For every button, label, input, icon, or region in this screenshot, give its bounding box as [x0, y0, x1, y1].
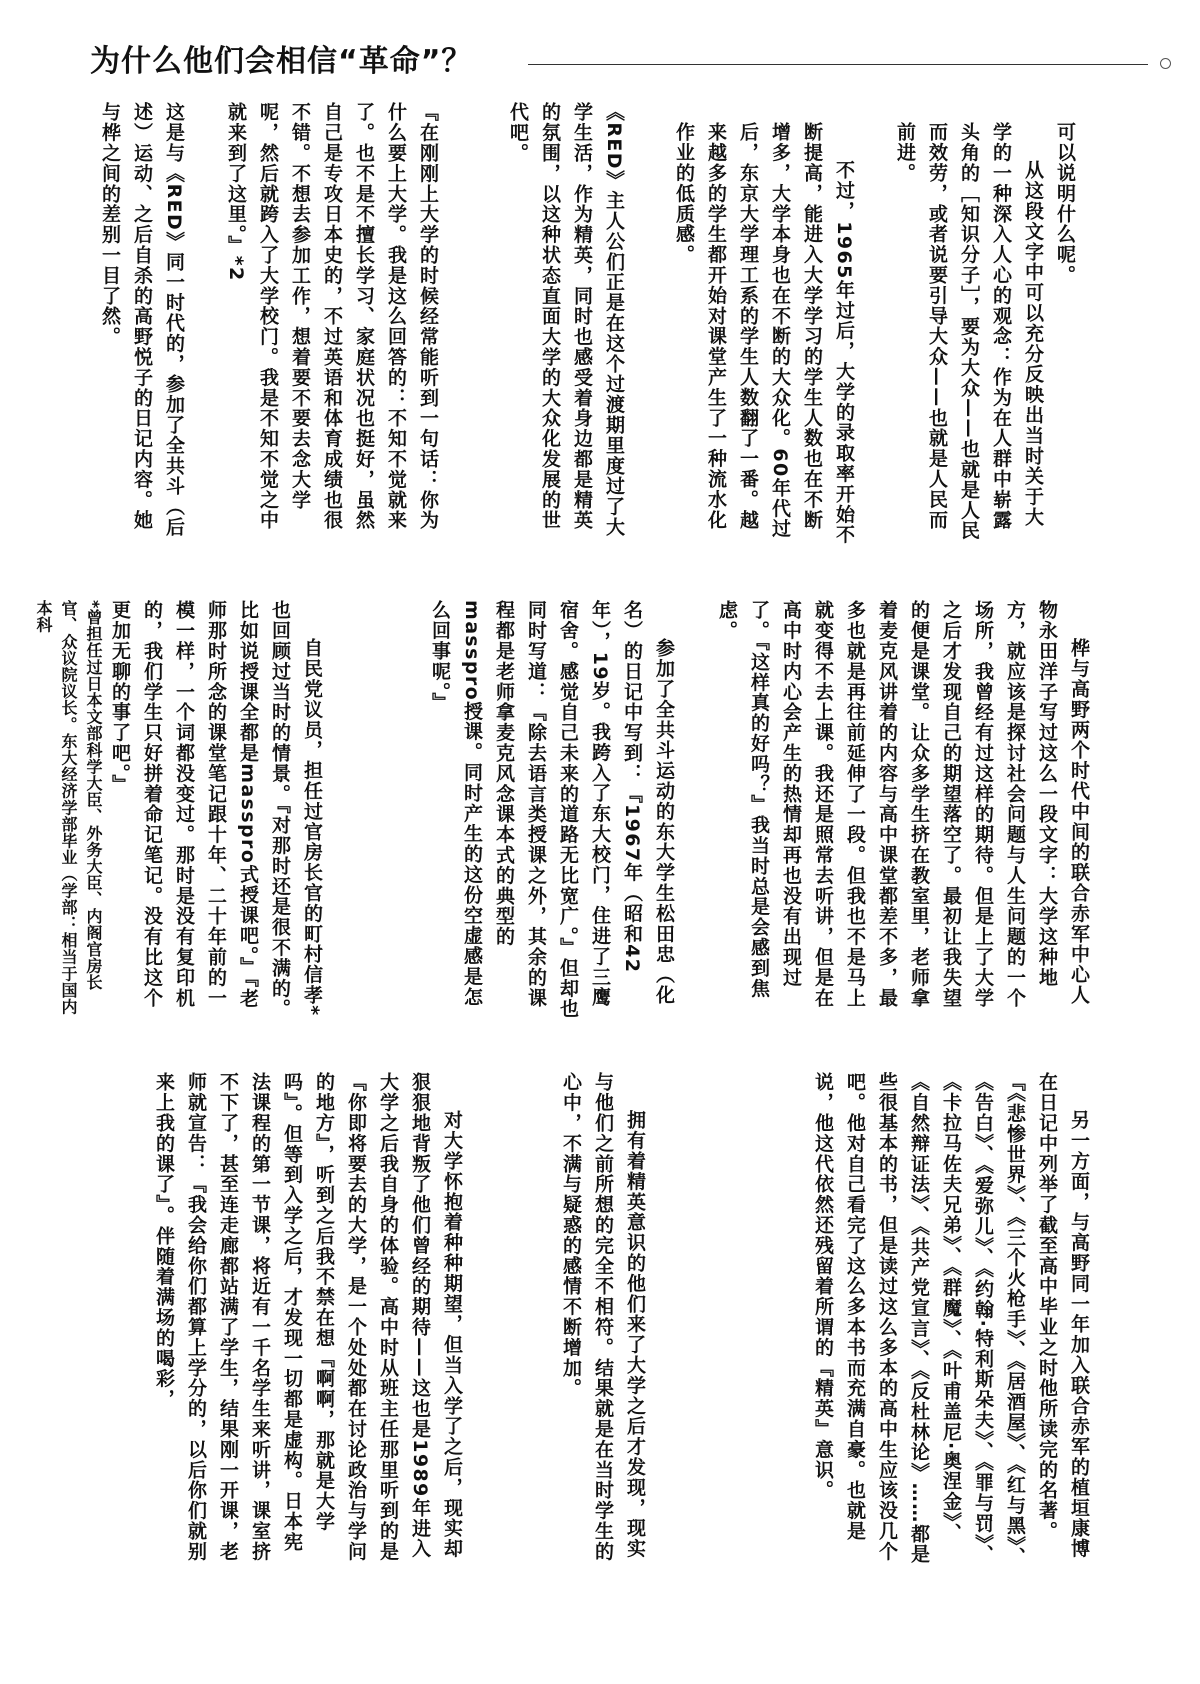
text-block-top-1 [865, 122, 1081, 547]
paragraph: 这是与《RED》同一时代的，参加了全共斗（后述）运动、之后自杀的高野悦子的日记内容。她与桦之间的差别一目了然。 [99, 102, 185, 538]
paragraph: 桦与高野两个时代中间的联合赤军中心人物永田洋子写过这么一段文字：大学这种地方，就应该是探讨社会问题与人生问题的一个场所，我曾经有过这样的期待。但是上了大学之后才发现自己的期望落空了。最初让我失望的便是课堂。让众多学生挤在教室里，老师拿着麦克风讲着的内容与高中课堂都差不多，最多也就是再往前延伸了一段。但我也不是马上就变得不去上课。我还是照常去听讲，但是在高中时内心会产生的热情却再也没有出现过了。『这样真的好吗？』我当时总是会感到焦虑。 [716, 600, 1090, 1008]
paragraph: 另一方面，与高野同一年加入联合赤军的植垣康博在日记中列举了截至高中毕业之时他所读完的名著。『《悲惨世界》、《三个火枪手》、《居酒屋》、《红与黑》、《告白》、《爱弥儿》、《约翰·特利斯朵夫》、《罪与罚》、《卡拉马佐夫兄弟》、《群魔》、《叶甫盖尼·奥涅金》、《自然辩证法》、《共产党宣言》、《反杜林论》……都是些很基本的书，但是读过这么多本的高中生应该没几个吧。他对自己看完了这么多本书而充满自豪。也就是说，他这代依然还残留着所谓的『精英』意识。 [812, 1072, 1090, 1568]
footnote: *曾担任过日本文部科学大臣、外务大臣、内阁官房长官、众议院议长。东大经济学部毕业（学部：相当于国内本科 [34, 600, 103, 1015]
text-block-top-3 [507, 102, 630, 547]
text-block-footnote [34, 600, 106, 1022]
paragraph: 拥有着精英意识的他们来了大学之后才发现，现实与他们之前所想的完全不相符。结果就是在当时学生的心中，不满与疑惑的感情不断增加。 [560, 1072, 646, 1562]
page-title: 为什么他们会相信“革命”？ [90, 44, 473, 79]
paragraph: 『在刚刚上大学的时候经常能听到一句话：你为什么要上大学。我是这么回答的：不知不觉就来了。也不是不擅长学习、家庭状况也挺好，虽然自己是专攻日本史的，不过英语和体育成绩也很不错。不想去参加工作，想着要不要去念大学呢，然后就跨入了大学校门。我是不知不觉之中就来到了这里。』*2 [225, 102, 439, 531]
paragraph: 《RED》主人公们正是在这个过渡期里度过了大学生活，作为精英，同时也感受着身边都是精英的氛围，以这种状态直面大学的大众化发展的世代吧。 [507, 102, 625, 538]
text-block-bot-2 [555, 1072, 651, 1570]
paragraph: 参加了全共斗运动的东大学生松田忠（化名）的日记中写到：『1967年（昭和42年），19岁。我跨入了东大校门，住进了三鹰宿舍。感觉自己未来的道路无比宽广。』但却也同时写道：『除去语言类授课之外，其余的课程都是老师拿麦克风念课本式的典型的masspro授课。同时产生的这份空虚感是怎么回事呢。』 [429, 600, 675, 1019]
paragraph: 不过，1965年过后，大学的录取率开始不断提高，能进入大学学习的学生人数也在不断增多，大学本身也在不断的大众化。60年代过后，东京大学理工系的学生人数翻了一番。越来越多的学生都开始对课堂产生了一种流水化作业的低质感。 [673, 122, 855, 545]
text-block-bot-1 [735, 1072, 1095, 1570]
text-block-top-2 [673, 122, 860, 547]
text-block-mid-2 [420, 600, 680, 1022]
text-block-top-4 [225, 102, 444, 547]
paragraph: 对大学怀抱着种种期望，但当入学了之后，现实却狠狠地背叛了他们曾经的期待——这也是1989年进入大学之后我自身的体验。高中时从班主任那里听到的是『你即将要去的大学，是一个处处都在讨论政治与学问的地方』，听到之后我不禁在想『啊啊，那就是大学吗』。但等到入学之后，才发现一切都是虚构。日本宪法课程的第一节课，将近有一千名学生来听讲，课室挤不下了，甚至连走廊都站满了学生，结果刚一开课，老师就宣告：『我会给你们都算上学分的，以后你们就别来上我的课了』。伴随着满场的喝彩， [153, 1072, 463, 1562]
text-block-mid-3 [98, 600, 328, 1022]
title-rule [528, 64, 1148, 65]
paragraph: 自民党议员，担任过官房长官的町村信孝*也回顾过当时的情景。『对那时还是很不满的。比如说授课全都是masspro式授课吧。』『老师那时所念的课堂笔记跟十年、二十年前的一模一样，一个词都没变过。那时是没有复印机的，我们学生只好拼着命记笔记。没有比这个更加无聊的事了吧。』 [109, 600, 323, 1019]
text-block-top-5 [90, 102, 190, 547]
text-block-mid-1 [716, 600, 1095, 1022]
title-rule-end-mark [1160, 58, 1171, 69]
text-block-bot-3 [90, 1072, 468, 1570]
paragraph: 可以说明什么呢。 [1054, 122, 1076, 286]
paragraph: 从这段文字中可以充分反映出当时关于大学的一种深入人心的观念：作为在人群中崭露头角的［知识分子］，要为大众——也就是人民而效劳，或者说要引导大众——也就是人民而前进。 [894, 122, 1044, 541]
